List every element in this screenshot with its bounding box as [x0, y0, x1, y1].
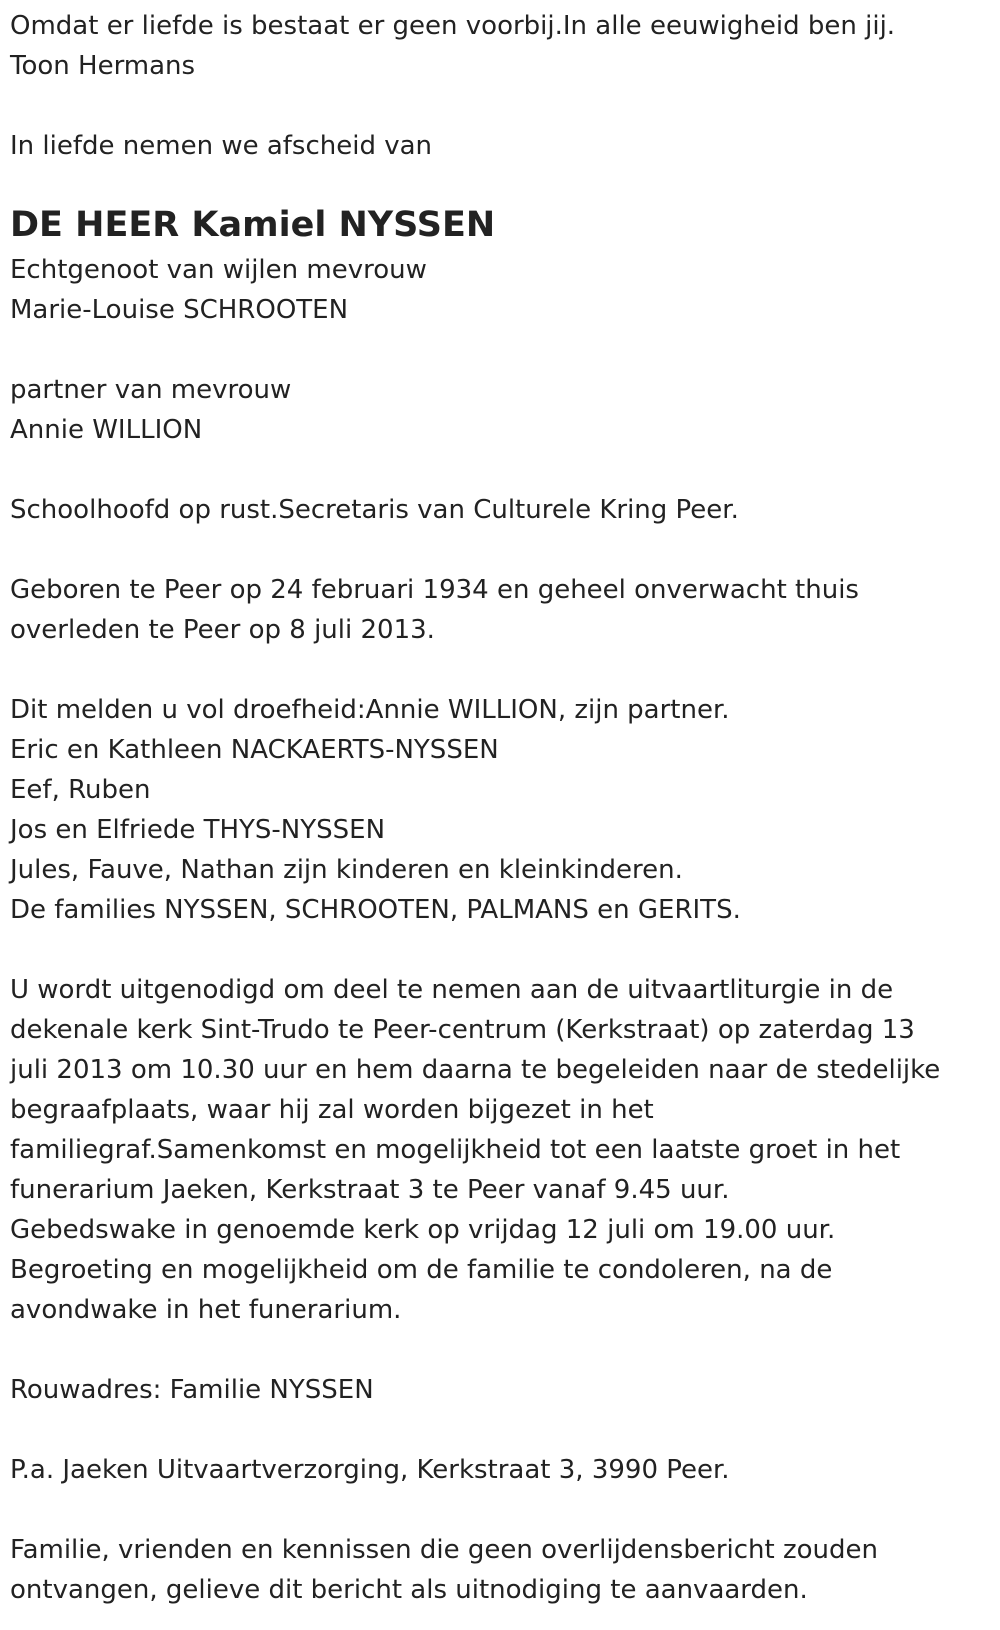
mourner-line: De families NYSSEN, SCHROOTEN, PALMANS en GERITS. — [10, 895, 741, 925]
rouwadres-text: Rouwadres: Familie NYSSEN — [10, 1375, 374, 1405]
spacer — [10, 650, 990, 690]
ceremony-line: begraafplaats, waar hij zal worden bijgezet in het — [10, 1095, 654, 1125]
spacer — [10, 166, 990, 194]
mourner-line: Eef, Ruben — [10, 775, 151, 805]
mourner-line: Eric en Kathleen NACKAERTS-NYSSEN — [10, 735, 499, 765]
ceremony-block — [10, 970, 990, 1330]
ceremony-line: juli 2013 om 10.30 uur en hem daarna te begeleiden naar de stedelijke — [10, 1055, 941, 1085]
ceremony-line: funerarium Jaeken, Kerkstraat 3 te Peer vanaf 9.45 uur. — [10, 1175, 730, 1205]
deceased-name: DE HEER Kamiel NYSSEN — [10, 205, 496, 245]
partner-name: Annie WILLION — [10, 415, 203, 445]
ceremony-line: avondwake in het funerarium. — [10, 1295, 402, 1325]
ceremony-line: dekenale kerk Sint-Trudo te Peer-centrum (Kerkstraat) op zaterdag 13 — [10, 1015, 915, 1045]
spacer — [10, 450, 990, 490]
intro-text: In liefde nemen we afscheid van — [10, 131, 433, 161]
spacer — [10, 530, 990, 570]
quote-block — [10, 6, 990, 86]
spacer — [10, 1410, 990, 1450]
partner-block — [10, 370, 990, 450]
quote-text: Omdat er liefde is bestaat er geen voorbij.In alle eeuwigheid ben jij. — [10, 11, 896, 41]
closing-line: ontvangen, gelieve dit bericht als uitnodiging te aanvaarden. — [10, 1575, 808, 1605]
partner-line: partner van mevrouw — [10, 375, 292, 405]
spacer — [10, 330, 990, 370]
pa-address-text: P.a. Jaeken Uitvaartverzorging, Kerkstraat 3, 3990 Peer. — [10, 1455, 730, 1485]
spouse-line: Echtgenoot van wijlen mevrouw — [10, 255, 427, 285]
spacer — [10, 1490, 990, 1530]
mourner-line: Dit melden u vol droefheid:Annie WILLION, zijn partner. — [10, 695, 730, 725]
mourner-line: Jos en Elfriede THYS-NYSSEN — [10, 815, 386, 845]
ceremony-line: U wordt uitgenodigd om deel te nemen aan de uitvaartliturgie in de — [10, 975, 894, 1005]
spacer — [10, 930, 990, 970]
ceremony-line: Gebedswake in genoemde kerk op vrijdag 12 juli om 19.00 uur. — [10, 1215, 836, 1245]
spacer — [10, 86, 990, 126]
spouse-block — [10, 250, 990, 330]
mourners-block — [10, 690, 990, 930]
occupation-text: Schoolhoofd op rust.Secretaris van Culturele Kring Peer. — [10, 495, 739, 525]
ceremony-line: Begroeting en mogelijkheid om de familie te condoleren, na de — [10, 1255, 833, 1285]
birth-death-line: overleden te Peer op 8 juli 2013. — [10, 615, 435, 645]
ceremony-line: familiegraf.Samenkomst en mogelijkheid tot een laatste groet in het — [10, 1135, 901, 1165]
spacer — [10, 1330, 990, 1370]
spouse-name: Marie-Louise SCHROOTEN — [10, 295, 349, 325]
closing-line: Familie, vrienden en kennissen die geen overlijdensbericht zouden — [10, 1535, 878, 1565]
birth-death-block — [10, 570, 990, 650]
birth-death-line: Geboren te Peer op 24 februari 1934 en geheel onverwacht thuis — [10, 575, 859, 605]
closing-block — [10, 1530, 990, 1610]
quote-author: Toon Hermans — [10, 51, 196, 81]
mourner-line: Jules, Fauve, Nathan zijn kinderen en kleinkinderen. — [10, 855, 683, 885]
